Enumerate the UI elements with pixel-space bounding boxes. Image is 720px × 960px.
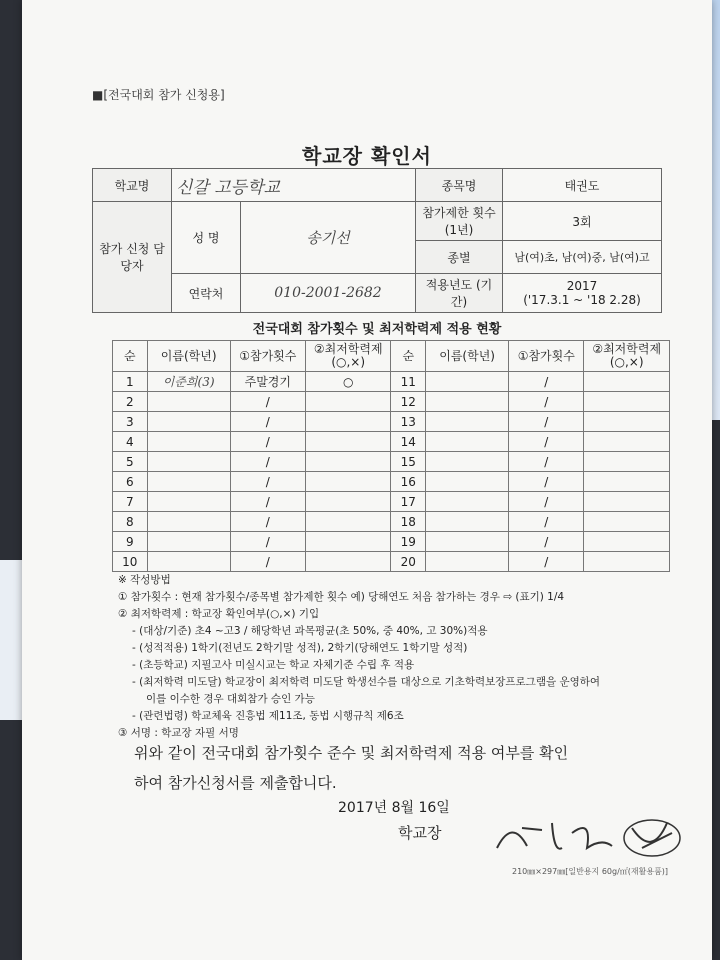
principal-label: 학교장	[398, 824, 442, 842]
cell-no-2: 16	[391, 472, 426, 492]
cell-count: /	[230, 432, 305, 452]
contact-value: 010-2001-2682	[241, 274, 416, 313]
cell-no: 1	[113, 372, 148, 392]
cell-count: /	[230, 472, 305, 492]
note-3: ③ 서명 : 학교장 자필 서명	[118, 727, 239, 739]
table-header-row	[113, 341, 670, 372]
cell-count-2: /	[509, 372, 584, 392]
cell-no-2: 14	[391, 432, 426, 452]
cell-min	[305, 412, 391, 432]
cell-min	[305, 452, 391, 472]
cell-no-2: 12	[391, 392, 426, 412]
participation-table-title: 전국대회 참가횟수 및 최저학력제 적용 현황	[252, 322, 502, 337]
cell-name	[147, 492, 230, 512]
cell-count-2: /	[509, 432, 584, 452]
note-2e: - (관련법령) 학교체육 진흥법 제11조, 동법 시행규칙 제6조	[132, 710, 404, 722]
table-row	[113, 452, 670, 472]
note-2a: - (대상/기준) 초4 ~고3 / 해당학년 과목평균(초 50%, 중 40%, 고 30%)적용	[132, 625, 488, 637]
cell-name-2	[426, 372, 509, 392]
cell-name	[147, 472, 230, 492]
form-type-note: ■[전국대회 참가 신청용]	[92, 88, 225, 102]
table-row	[113, 512, 670, 532]
cell-count-2: /	[509, 472, 584, 492]
cell-name-2	[426, 412, 509, 432]
table-row	[113, 392, 670, 412]
table-row	[113, 432, 670, 452]
cell-no: 10	[113, 552, 148, 572]
principal-signature	[492, 808, 692, 868]
period-value: ('17.3.1 ~ '18 2.28)	[523, 293, 641, 307]
col-min-2: ②최저학력제 (○,×)	[584, 341, 670, 372]
cell-no: 7	[113, 492, 148, 512]
cell-name-2	[426, 512, 509, 532]
cell-count: /	[230, 452, 305, 472]
instructions-heading: ※ 작성방법	[118, 574, 171, 586]
statement-line-1: 위와 같이 전국대회 참가횟수 준수 및 최저학력제 적용 여부를 확인	[134, 744, 569, 762]
col-name: 이름(학년)	[147, 341, 230, 372]
cell-name	[147, 412, 230, 432]
cell-name	[147, 452, 230, 472]
cell-min	[305, 472, 391, 492]
cell-name	[147, 432, 230, 452]
table-row	[113, 372, 670, 392]
cell-count-2: /	[509, 392, 584, 412]
cell-no-2: 20	[391, 552, 426, 572]
cell-name-2	[426, 532, 509, 552]
year-value: 2017	[566, 279, 598, 293]
document-page	[22, 0, 712, 960]
cell-name	[147, 532, 230, 552]
note-2d-cont: 이를 이수한 경우 대회참가 승인 가능	[146, 693, 315, 705]
col-no-2: 순	[391, 341, 426, 372]
cell-min-2	[584, 452, 670, 472]
cell-no: 9	[113, 532, 148, 552]
cell-no: 3	[113, 412, 148, 432]
cell-name-2	[426, 552, 509, 572]
document-title: 학교장 확인서	[302, 144, 432, 168]
cell-count: /	[230, 392, 305, 412]
cell-min-2	[584, 372, 670, 392]
school-value: 신갈 고등학교	[172, 169, 416, 202]
instructions	[118, 572, 678, 742]
cell-min-2	[584, 412, 670, 432]
cell-min-2	[584, 512, 670, 532]
cell-count: 주말경기	[230, 372, 305, 392]
cell-count-2: /	[509, 512, 584, 532]
note-2: ② 최저학력제 : 학교장 확인여부(○,×) 기입	[118, 608, 320, 620]
cell-min	[305, 552, 391, 572]
cell-min: ○	[305, 372, 391, 392]
cell-count-2: /	[509, 412, 584, 432]
cell-no: 8	[113, 512, 148, 532]
cell-min	[305, 532, 391, 552]
cell-name	[147, 512, 230, 532]
cell-count-2: /	[509, 452, 584, 472]
cell-name: 이준희(3)	[147, 372, 230, 392]
cell-name	[147, 552, 230, 572]
participation-table	[112, 340, 670, 572]
year-label: 적용년도 (기간)	[416, 274, 503, 313]
note-2d: - (최저학력 미도달) 학교장이 최저학력 미도달 학생선수를 대상으로 기초학력보장프로그램을 운영하여	[132, 676, 601, 688]
cell-min	[305, 392, 391, 412]
table-row	[113, 472, 670, 492]
cell-name-2	[426, 432, 509, 452]
cell-no-2: 11	[391, 372, 426, 392]
cell-name-2	[426, 452, 509, 472]
cell-no-2: 17	[391, 492, 426, 512]
cell-no-2: 18	[391, 512, 426, 532]
cell-no-2: 13	[391, 412, 426, 432]
sport-label: 종목명	[416, 169, 503, 202]
cell-min-2	[584, 432, 670, 452]
manager-label: 참가 신청 담당자	[93, 202, 172, 313]
cell-count-2: /	[509, 532, 584, 552]
name-label: 성 명	[172, 202, 241, 274]
cell-name-2	[426, 392, 509, 412]
info-table	[92, 168, 662, 313]
cell-min	[305, 512, 391, 532]
gender-value: 남(여)초, 남(여)중, 남(여)고	[503, 241, 662, 274]
paper-spec-footer: 210㎜×297㎜[일반용지 60g/㎡(재활용품)]	[512, 867, 669, 876]
cell-count: /	[230, 412, 305, 432]
submission-date: 2017년 8월 16일	[338, 800, 450, 816]
cell-no: 2	[113, 392, 148, 412]
year-cell	[503, 274, 662, 313]
cell-count-2: /	[509, 552, 584, 572]
table-row	[113, 552, 670, 572]
table-row	[113, 492, 670, 512]
cell-no: 5	[113, 452, 148, 472]
cell-no-2: 15	[391, 452, 426, 472]
cell-min-2	[584, 392, 670, 412]
col-no: 순	[113, 341, 148, 372]
cell-no: 4	[113, 432, 148, 452]
table-row	[113, 532, 670, 552]
note-2c: - (초등학교) 지필고사 미실시교는 학교 자체기준 수립 후 적용	[132, 659, 415, 671]
table-row	[113, 412, 670, 432]
note-1: ① 참가횟수 : 현재 참가횟수/종목별 참가제한 횟수 예) 당해연도 처음 참가하는 경우 ⇨ (표기) 1/4	[118, 591, 565, 603]
cell-min-2	[584, 532, 670, 552]
cell-count: /	[230, 492, 305, 512]
gender-label: 종별	[416, 241, 503, 274]
confirmation-statement	[134, 738, 674, 798]
limit-value: 3회	[503, 202, 662, 241]
cell-min	[305, 492, 391, 512]
sport-value: 태권도	[503, 169, 662, 202]
statement-line-2: 하여 참가신청서를 제출합니다.	[134, 774, 337, 792]
cell-no-2: 19	[391, 532, 426, 552]
col-name-2: 이름(학년)	[426, 341, 509, 372]
cell-count-2: /	[509, 492, 584, 512]
col-count: ①참가횟수	[230, 341, 305, 372]
cell-min	[305, 432, 391, 452]
cell-name-2	[426, 492, 509, 512]
cell-no: 6	[113, 472, 148, 492]
note-2b: - (성적적용) 1학기(전년도 2학기말 성적), 2학기(당해연도 1학기말 성적)	[132, 642, 468, 654]
name-value: 송기선	[241, 202, 416, 274]
school-label: 학교명	[93, 169, 172, 202]
cell-count: /	[230, 532, 305, 552]
cell-min-2	[584, 472, 670, 492]
cell-name-2	[426, 472, 509, 492]
cell-min-2	[584, 552, 670, 572]
cell-min-2	[584, 492, 670, 512]
limit-label: 참가제한 횟수(1년)	[416, 202, 503, 241]
col-min: ②최저학력제 (○,×)	[305, 341, 391, 372]
col-count-2: ①참가횟수	[509, 341, 584, 372]
cell-name	[147, 392, 230, 412]
contact-label: 연락처	[172, 274, 241, 313]
cell-count: /	[230, 552, 305, 572]
cell-count: /	[230, 512, 305, 532]
